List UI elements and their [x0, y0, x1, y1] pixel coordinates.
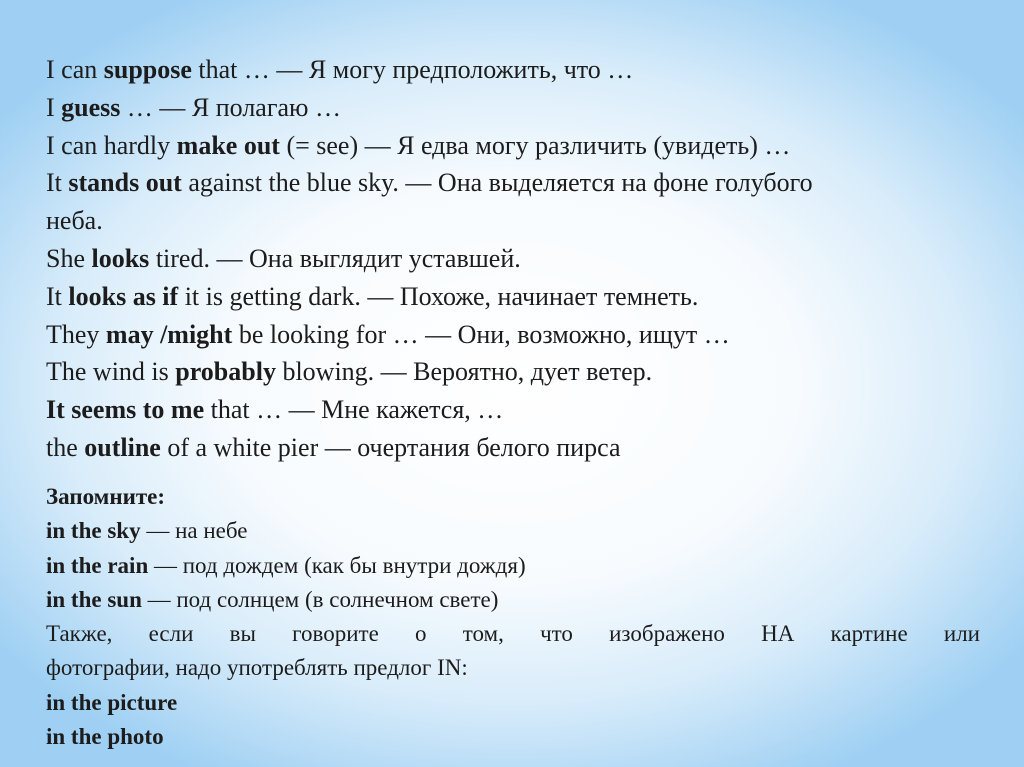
phrase-key: guess: [61, 92, 121, 122]
phrase-text: tired. — Она выглядит уставшей.: [149, 243, 521, 273]
memo-item-key: in the sun: [46, 586, 142, 612]
phrase-line: [46, 202, 986, 240]
memo-item-text: — под дождем (как бы внутри дождя): [148, 552, 526, 578]
phrase-line: [46, 127, 986, 165]
memo-item-text: — на небе: [140, 518, 248, 544]
phrase-text: that … — Я могу предположить, что …: [191, 55, 634, 84]
phrase-text: the: [46, 432, 85, 462]
phrase-key: outline: [84, 432, 161, 462]
phrase-list: [46, 51, 986, 467]
memo-heading: [46, 480, 980, 514]
phrase-text: It: [46, 281, 69, 311]
memo-section: [46, 480, 980, 754]
phrase-key: probably: [175, 357, 276, 387]
phrase-text: (= see) — Я едва могу различить (увидеть) …: [279, 130, 791, 160]
phrase-text: against the blue sky. — Она выделяется на фоне голубого: [181, 168, 813, 198]
phrase-text: It: [46, 168, 69, 198]
phrase-text: I can: [46, 55, 104, 84]
phrase-line: [46, 429, 986, 467]
memo-example: [46, 686, 980, 720]
memo-item: [46, 514, 980, 548]
phrase-text: of a white pier — очертания белого пирса: [160, 432, 621, 462]
phrase-key: may /might: [105, 319, 233, 349]
phrase-text: I can hardly: [46, 130, 177, 160]
memo-item-text: — под солнцем (в солнечном свете): [141, 586, 499, 612]
phrase-text: They: [46, 319, 106, 349]
memo-item: [46, 583, 980, 617]
phrase-text: blowing. — Вероятно, дует ветер.: [275, 357, 653, 387]
phrase-text: She: [46, 243, 92, 273]
phrase-key: suppose: [103, 55, 192, 84]
phrase-text: I: [46, 92, 62, 122]
phrase-key: stands out: [68, 168, 182, 198]
phrase-line: [46, 353, 986, 391]
phrase-key: looks as if: [68, 281, 179, 311]
phrase-text: that … — Мне кажется, …: [204, 395, 504, 425]
memo-note-line: фотографии, надо употреблять предлог IN:: [46, 655, 468, 681]
phrase-text: it is getting dark. — Похоже, начинает темнеть.: [178, 281, 699, 311]
phrase-key: It seems to me: [46, 395, 205, 425]
phrase-line: [46, 240, 986, 278]
phrase-line: [46, 51, 986, 89]
memo-example-text: in the photo: [46, 724, 164, 750]
memo-item: [46, 549, 980, 583]
memo-item-key: in the rain: [46, 552, 149, 578]
phrase-key: looks: [91, 243, 150, 273]
memo-note-line: Также, если вы говорите о том, что изображено НА картине или: [46, 621, 980, 647]
phrase-line: [46, 391, 986, 429]
phrase-text: be looking for … — Они, возможно, ищут …: [232, 319, 730, 349]
memo-example: [46, 720, 980, 754]
memo-example-text: in the picture: [46, 689, 178, 715]
phrase-line: [46, 89, 986, 127]
phrase-text: неба.: [46, 206, 103, 236]
phrase-text: The wind is: [46, 357, 176, 387]
phrase-key: make out: [176, 130, 280, 160]
phrase-line: [46, 316, 986, 354]
phrase-line: [46, 164, 986, 202]
phrase-line: [46, 278, 986, 316]
memo-heading-text: Запомните:: [46, 484, 165, 509]
memo-item-key: in the sky: [46, 518, 141, 544]
phrase-text: … — Я полагаю …: [120, 92, 341, 122]
